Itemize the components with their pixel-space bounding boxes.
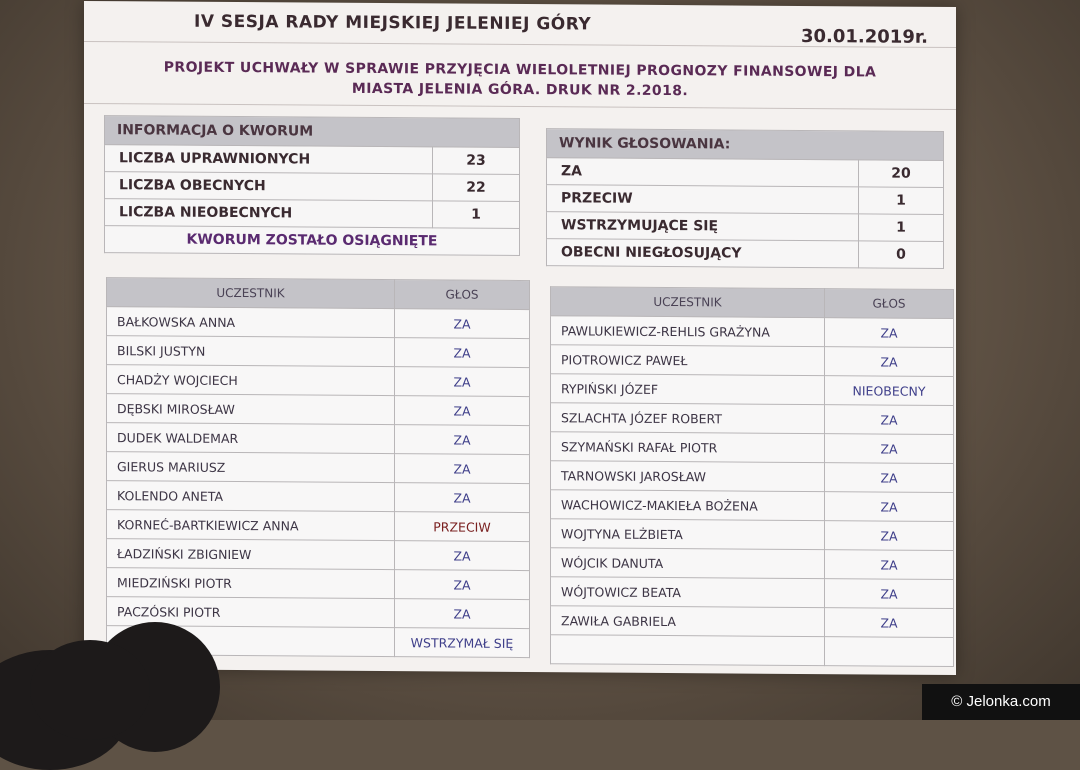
column-header-participant: UCZESTNIK <box>551 287 825 318</box>
participant-name: KORNEĆ-BARTKIEWICZ ANNA <box>107 510 395 541</box>
session-title: IV SESJA RADY MIEJSKIEJ JELENIEJ GÓRY <box>194 11 592 35</box>
projected-slide <box>84 1 956 675</box>
participant-row <box>551 548 954 580</box>
vote-result-value: 1 <box>859 214 944 242</box>
audience-head-silhouette <box>0 630 250 720</box>
participant-vote: ZA <box>395 367 530 397</box>
vote-result-value: 0 <box>859 241 944 269</box>
participants-table-right <box>550 286 954 667</box>
vote-result-row <box>547 212 944 242</box>
participant-row <box>107 336 530 368</box>
participant-row <box>107 452 530 484</box>
participant-row <box>107 481 530 513</box>
resolution-title-line2: MIASTA JELENIA GÓRA. DRUK NR 2.2018. <box>351 80 689 100</box>
session-date: 30.01.2019r. <box>800 25 928 48</box>
vote-result-value: 1 <box>859 187 944 215</box>
vote-result-label: ZA <box>547 158 859 187</box>
participant-name: WOJTYNA ELŻBIETA <box>551 519 825 550</box>
participant-name: ZAWIŁA GABRIELA <box>551 606 825 637</box>
participant-vote: ZA <box>825 463 954 493</box>
vote-result-label: WSTRZYMUJĄCE SIĘ <box>547 212 859 241</box>
quorum-value: 1 <box>433 201 520 229</box>
participant-vote: ZA <box>825 492 954 522</box>
quorum-label: LICZBA OBECNYCH <box>105 172 433 201</box>
vote-result-row <box>547 185 944 215</box>
participant-vote: ZA <box>395 483 530 513</box>
participant-row <box>107 307 530 339</box>
participant-row <box>107 365 530 397</box>
participant-row <box>107 568 530 600</box>
participant-vote: ZA <box>395 454 530 484</box>
participant-vote: ZA <box>395 570 530 600</box>
participant-vote: PRZECIW <box>395 512 530 542</box>
participant-vote: WSTRZYMAŁ SIĘ <box>395 628 530 658</box>
column-header-participant: UCZESTNIK <box>107 278 395 309</box>
vote-result-label: OBECNI NIEGŁOSUJĄCY <box>547 239 859 268</box>
participant-name: PAWLUKIEWICZ-REHLIS GRAŻYNA <box>551 316 825 347</box>
participants-table-left <box>106 277 530 658</box>
participant-name: WÓJTOWICZ BEATA <box>551 577 825 608</box>
participant-name <box>551 635 825 666</box>
participant-vote: ZA <box>395 425 530 455</box>
participant-row <box>551 635 954 667</box>
participant-vote: ZA <box>825 347 954 377</box>
participant-row <box>551 461 954 493</box>
participant-name: BILSKI JUSTYN <box>107 336 395 367</box>
participant-row <box>107 394 530 426</box>
participant-name: CHADŻY WOJCIECH <box>107 365 395 396</box>
participant-name: ŁADZIŃSKI ZBIGNIEW <box>107 539 395 570</box>
quorum-table <box>104 115 520 256</box>
participant-name: PACZÓSKI PIOTR <box>107 597 395 628</box>
participant-vote: ZA <box>395 309 530 339</box>
participant-vote: ZA <box>395 541 530 571</box>
participant-vote: ZA <box>825 579 954 609</box>
participant-vote: ZA <box>825 608 954 638</box>
participant-vote: ZA <box>825 318 954 348</box>
title-row <box>84 1 956 48</box>
resolution-title <box>84 57 956 103</box>
participant-name: KOLENDO ANETA <box>107 481 395 512</box>
quorum-value: 22 <box>433 174 520 202</box>
quorum-row <box>105 172 520 202</box>
participant-name: TARNOWSKI JAROSŁAW <box>551 461 825 492</box>
participant-row <box>551 345 954 377</box>
vote-result-value: 20 <box>859 160 944 188</box>
participant-row <box>551 606 954 638</box>
participant-vote <box>825 637 954 667</box>
quorum-heading: INFORMACJA O KWORUM <box>105 116 520 148</box>
participant-name: MIEDZIŃSKI PIOTR <box>107 568 395 599</box>
participant-name: GIERUS MARIUSZ <box>107 452 395 483</box>
participant-vote: NIEOBECNY <box>825 376 954 406</box>
participant-name: RYPIŃSKI JÓZEF <box>551 374 825 405</box>
participant-name: SZLACHTA JÓZEF ROBERT <box>551 403 825 434</box>
participant-row <box>551 374 954 406</box>
column-header-vote: GŁOS <box>825 289 954 319</box>
participant-vote: ZA <box>825 550 954 580</box>
vote-result-label: PRZECIW <box>547 185 859 214</box>
participant-row <box>107 539 530 571</box>
participant-row <box>107 423 530 455</box>
participant-vote: ZA <box>395 338 530 368</box>
participant-vote: ZA <box>825 521 954 551</box>
resolution-title-line1: PROJEKT UCHWAŁY W SPRAWIE PRZYJĘCIA WIELOLETNIEJ PROGNOZY FINANSOWEJ DLA <box>163 59 877 81</box>
quorum-label: LICZBA UPRAWNIONYCH <box>105 145 433 174</box>
divider <box>84 103 956 110</box>
participant-name: DUDEK WALDEMAR <box>107 423 395 454</box>
participant-name: WÓJCIK DANUTA <box>551 548 825 579</box>
participant-row <box>551 432 954 464</box>
participant-vote: ZA <box>395 599 530 629</box>
vote-result-row <box>547 239 944 269</box>
quorum-value: 23 <box>433 147 520 175</box>
participant-row <box>551 519 954 551</box>
quorum-reached-note: KWORUM ZOSTAŁO OSIĄGNIĘTE <box>105 226 520 256</box>
participant-row <box>551 490 954 522</box>
quorum-label: LICZBA NIEOBECNYCH <box>105 199 433 228</box>
participant-row <box>551 577 954 609</box>
vote-result-heading: WYNIK GŁOSOWANIA: <box>547 129 944 161</box>
participant-row <box>551 316 954 348</box>
participant-vote: ZA <box>825 405 954 435</box>
quorum-row <box>105 145 520 175</box>
participant-name: PIOTROWICZ PAWEŁ <box>551 345 825 376</box>
quorum-row <box>105 199 520 229</box>
column-header-vote: GŁOS <box>395 280 530 310</box>
vote-result-table <box>546 128 944 269</box>
copyright-watermark: © Jelonka.com <box>922 684 1080 720</box>
participant-row <box>551 403 954 435</box>
vote-result-row <box>547 158 944 188</box>
participant-name: BAŁKOWSKA ANNA <box>107 307 395 338</box>
participant-name: WACHOWICZ-MAKIEŁA BOŻENA <box>551 490 825 521</box>
participant-vote: ZA <box>825 434 954 464</box>
participant-row <box>107 510 530 542</box>
participant-name: SZYMAŃSKI RAFAŁ PIOTR <box>551 432 825 463</box>
participant-name: DĘBSKI MIROSŁAW <box>107 394 395 425</box>
participant-vote: ZA <box>395 396 530 426</box>
